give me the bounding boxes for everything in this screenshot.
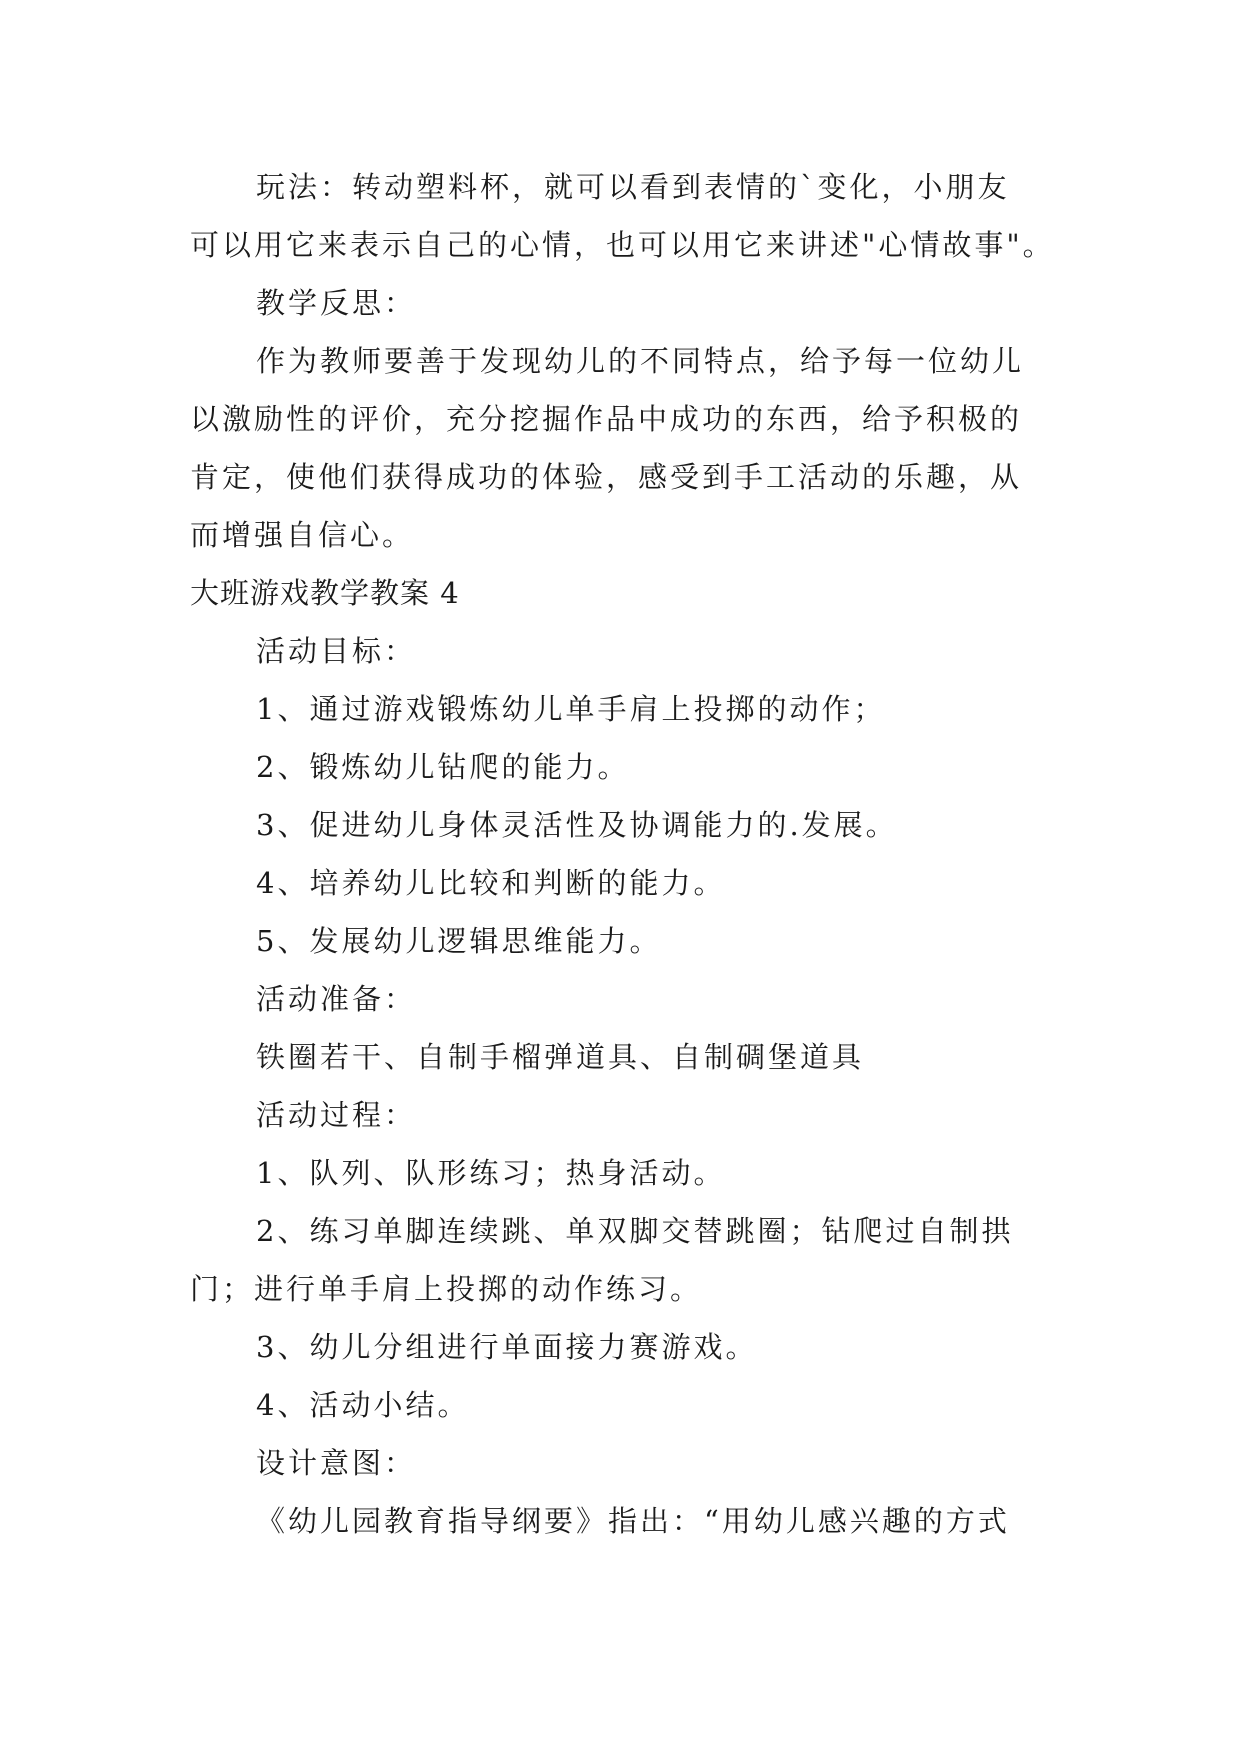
text-line: 教学反思： — [256, 286, 417, 320]
text-line: 活动过程： — [256, 1098, 417, 1132]
text-line: 而增强自信心。 — [190, 518, 415, 552]
text-line: 2、练习单脚连续跳、单双脚交替跳圈；钻爬过自制拱 — [256, 1214, 1014, 1248]
text-line: 肯定，使他们获得成功的体验，感受到手工活动的乐趣，从 — [190, 460, 1023, 494]
text-line: 3、促进幼儿身体灵活性及协调能力的.发展。 — [256, 808, 898, 842]
text-line: 1、队列、队形练习；热身活动。 — [256, 1156, 726, 1190]
text-line: 5、发展幼儿逻辑思维能力。 — [256, 924, 662, 958]
text-line: 2、锻炼幼儿钻爬的能力。 — [256, 750, 630, 784]
text-line: 铁圈若干、自制手榴弹道具、自制碉堡道具 — [256, 1040, 865, 1074]
text-line: 4、活动小结。 — [256, 1388, 470, 1422]
text-line: 1、通过游戏锻炼幼儿单手肩上投掷的动作； — [256, 692, 886, 726]
text-line: 3、幼儿分组进行单面接力赛游戏。 — [256, 1330, 758, 1364]
text-line: 4、培养幼儿比较和判断的能力。 — [256, 866, 726, 900]
text-line: 玩法：转动塑料杯，就可以看到表情的`变化，小朋友 — [256, 170, 1010, 204]
text-line: 门；进行单手肩上投掷的动作练习。 — [190, 1272, 703, 1306]
text-line: 以激励性的评价，充分挖掘作品中成功的东西，给予积极的 — [190, 402, 1023, 436]
text-line: 可以用它来表示自己的心情，也可以用它来讲述"心情故事"。 — [190, 228, 1055, 262]
text-line: 设计意图： — [256, 1446, 417, 1480]
document-body — [190, 158, 1070, 1550]
text-line: 活动目标： — [256, 634, 417, 668]
text-line: 活动准备： — [256, 982, 417, 1016]
section-heading: 大班游戏教学教案 4 — [190, 576, 460, 610]
text-line: 《幼儿园教育指导纲要》指出：“用幼儿感兴趣的方式 — [256, 1504, 1010, 1538]
text-line: 作为教师要善于发现幼儿的不同特点，给予每一位幼儿 — [256, 344, 1025, 378]
